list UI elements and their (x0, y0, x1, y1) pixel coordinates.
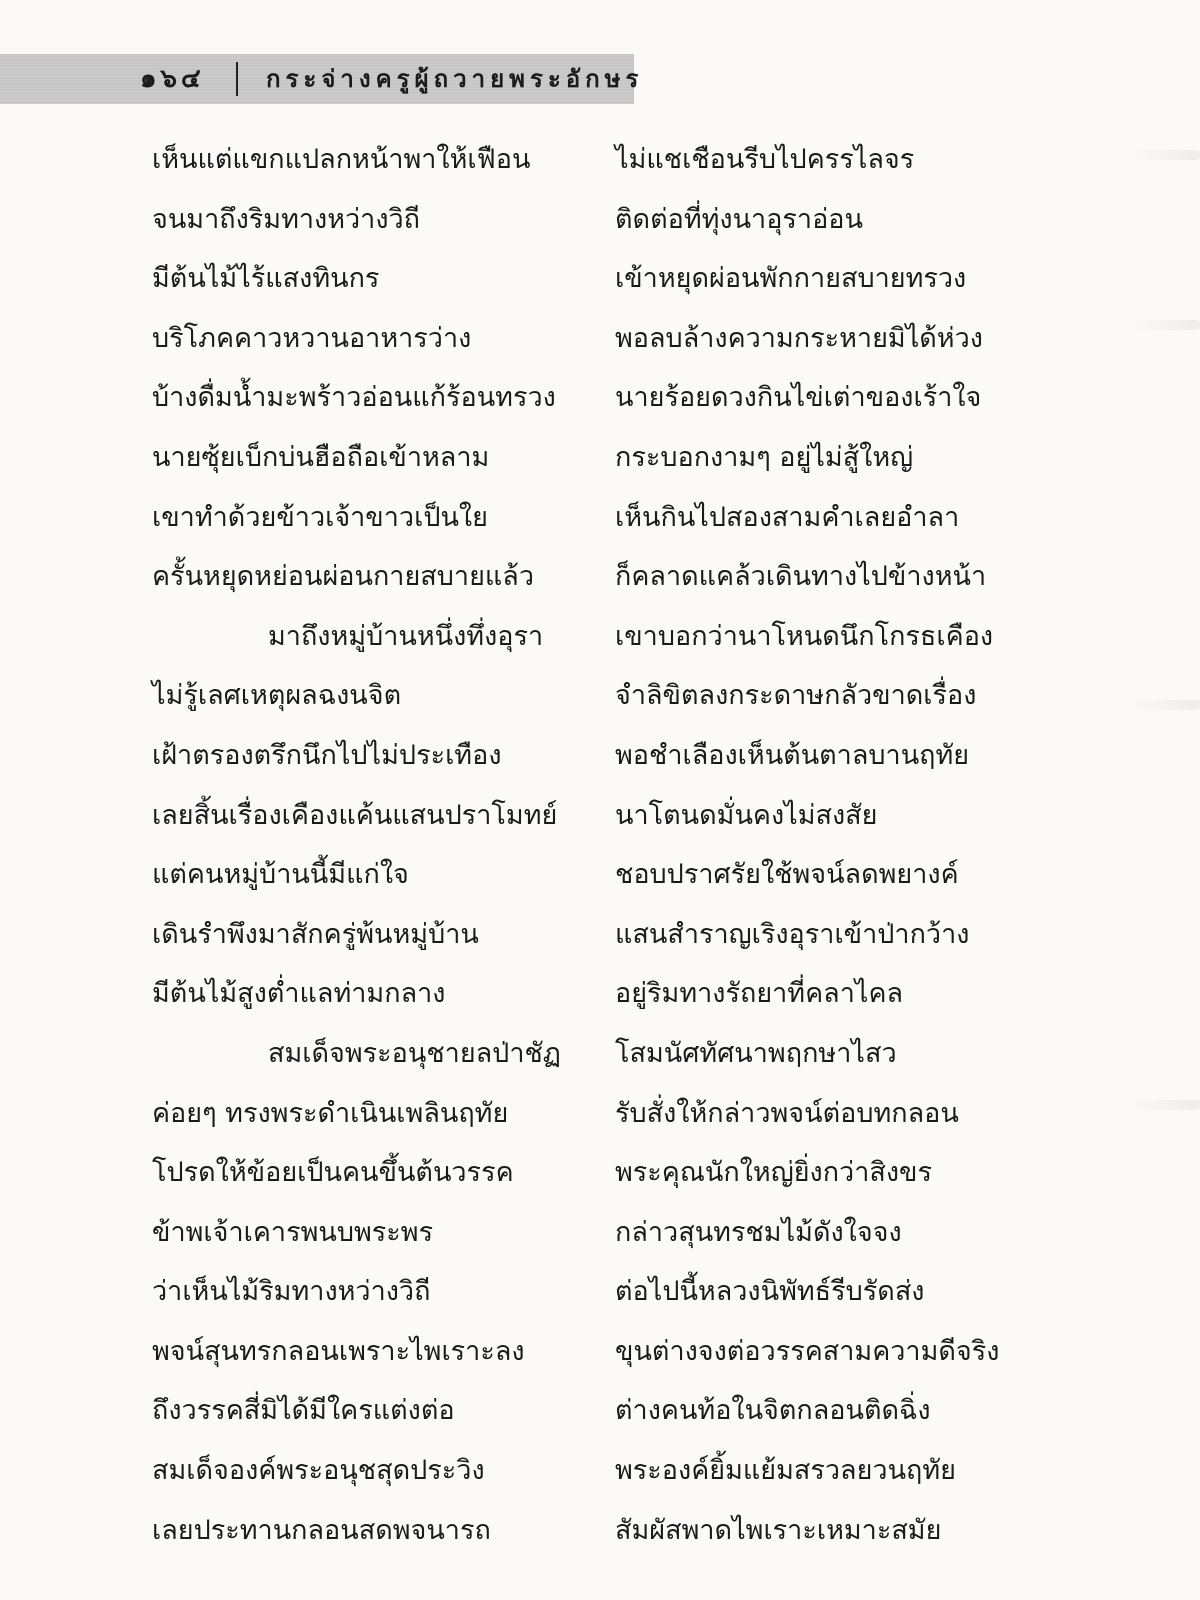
verse-line-right: อยู่ริมทางรัถยาที่คลาไคล (615, 978, 904, 1010)
verse-line-right: ก็คลาดแคล้วเดินทางไปข้างหน้า (615, 561, 987, 593)
verse-line-right: เข้าหยุดผ่อนพักกายสบายทรวง (615, 263, 967, 295)
verse-couplet (0, 259, 1200, 319)
verse-line-left: แต่คนหมู่บ้านนี้มีแก่ใจ (152, 859, 409, 891)
verse-line-right: แสนสำราญเริงอุราเข้าป่ากว้าง (615, 918, 970, 950)
verse-line-right: พระคุณนักใหญ่ยิ่งกว่าสิงขร (615, 1157, 932, 1189)
verse-line-right: จำลิขิตลงกระดาษกลัวขาดเรื่อง (615, 680, 977, 712)
verse-line-right: ขุนต่างจงต่อวรรคสามความดีจริง (615, 1335, 1000, 1367)
verse-line-right: พระองค์ยิ้มแย้มสรวลยวนฤทัย (615, 1455, 956, 1487)
verse-couplet (0, 1213, 1200, 1273)
verse-couplet (0, 1451, 1200, 1511)
verse-line-left: สมเด็จพระอนุชายลป่าชัฏ (268, 1037, 561, 1069)
verse-line-left: พจน์สุนทรกลอนเพราะไพเราะลง (152, 1335, 525, 1367)
verse-couplet (0, 974, 1200, 1034)
verse-couplet (0, 1332, 1200, 1392)
verse-line-left: ค่อยๆ ทรงพระดำเนินเพลินฤทัย (152, 1097, 509, 1129)
verse-line-right: พอชำเลืองเห็นต้นตาลบานฤทัย (615, 739, 970, 771)
verse-couplet (0, 1094, 1200, 1154)
verse-line-right: เขาบอกว่านาโหนดนึกโกรธเคือง (615, 620, 994, 652)
verse-line-left: ว่าเห็นไม้ริมทางหว่างวิถี (152, 1276, 431, 1308)
verse-line-left: โปรดให้ข้อยเป็นคนขึ้นต้นวรรค (152, 1157, 514, 1189)
verse-couplet (0, 557, 1200, 617)
verse-line-left: สมเด็จองค์พระอนุชสุดประวิง (152, 1455, 485, 1487)
verse-line-left: จนมาถึงริมทางหว่างวิถี (152, 203, 421, 235)
verse-line-left: ถึงวรรคสี่มิได้มีใครแต่งต่อ (152, 1395, 455, 1427)
bleed-through-mark (1130, 150, 1200, 160)
header-divider (236, 62, 238, 96)
verse-line-right: นายร้อยดวงกินไข่เต่าของเร้าใจ (615, 382, 982, 414)
verse-line-right: ต่อไปนี้หลวงนิพัทธ์รีบรัดส่ง (615, 1276, 925, 1308)
verse-couplet (0, 140, 1200, 200)
verse-couplet (0, 736, 1200, 796)
verse-couplet (0, 1153, 1200, 1213)
verse-couplet (0, 438, 1200, 498)
verse-line-right: สัมผัสพาดไพเราะเหมาะสมัย (615, 1514, 942, 1546)
verse-line-right: กระบอกงามๆ อยู่ไม่สู้ใหญ่ (615, 441, 914, 473)
verse-couplet (0, 676, 1200, 736)
verse-line-left: เฝ้าตรองตรึกนึกไปไม่ประเทือง (152, 739, 502, 771)
verse-line-right: โสมนัศทัศนาพฤกษาไสว (615, 1037, 897, 1069)
verse-line-right: กล่าวสุนทรชมไม้ดังใจจง (615, 1216, 902, 1248)
page-number: ๑๖๔ (140, 64, 205, 94)
verse-line-right: ต่างคนท้อในจิตกลอนติดฉิ่ง (615, 1395, 931, 1427)
verse-couplet (0, 855, 1200, 915)
verse-couplet (0, 796, 1200, 856)
verse-couplet (0, 1511, 1200, 1571)
verse-body (0, 140, 1200, 1570)
running-title: กระจ่างครูผู้ถวายพระอักษร (266, 65, 644, 93)
verse-line-right: ไม่แชเชือนรีบไปครรไลจร (615, 144, 915, 175)
verse-line-right: เห็นกินไปสองสามคำเลยอำลา (615, 501, 960, 533)
verse-line-left: นายซุ้ยเบ็กบ่นฮือถือเข้าหลาม (152, 441, 490, 473)
verse-line-right: พอลบล้างความกระหายมิได้ห่วง (615, 322, 983, 354)
verse-line-left: เดินรำพึงมาสักครู่พ้นหมู่บ้าน (152, 918, 479, 950)
verse-line-left: ข้าพเจ้าเคารพนบพระพร (152, 1216, 434, 1248)
verse-line-right: นาโตนดมั่นคงไม่สงสัย (615, 799, 878, 831)
verse-couplet (0, 1391, 1200, 1451)
verse-couplet (0, 319, 1200, 379)
verse-line-left: เห็นแต่แขกแปลกหน้าพาให้เฟือน (152, 144, 531, 175)
verse-line-left: เลยประทานกลอนสดพจนารถ (152, 1514, 491, 1546)
verse-line-right: รับสั่งให้กล่าวพจน์ต่อบทกลอน (615, 1097, 959, 1129)
verse-couplet (0, 617, 1200, 677)
verse-couplet (0, 498, 1200, 558)
verse-line-left: มีต้นไม้สูงต่ำแลท่ามกลาง (152, 978, 446, 1010)
bleed-through-mark (1130, 1100, 1200, 1110)
bleed-through-mark (1130, 700, 1200, 710)
verse-line-left: มาถึงหมู่บ้านหนึ่งทึ่งอุรา (268, 620, 544, 652)
verse-line-left: เลยสิ้นเรื่องเคืองแค้นแสนปราโมทย์ (152, 799, 558, 831)
verse-line-left: บ้างดื่มน้ำมะพร้าวอ่อนแก้ร้อนทรวง (152, 382, 556, 414)
verse-couplet (0, 200, 1200, 260)
bleed-through-mark (1130, 320, 1200, 330)
verse-couplet (0, 1034, 1200, 1094)
verse-line-left: ไม่รู้เลศเหตุผลฉงนจิต (152, 680, 402, 712)
verse-couplet (0, 915, 1200, 975)
verse-line-left: มีต้นไม้ไร้แสงทินกร (152, 263, 380, 295)
verse-line-left: ครั้นหยุดหย่อนผ่อนกายสบายแล้ว (152, 561, 534, 593)
verse-line-left: เขาทำด้วยข้าวเจ้าขาวเป็นใย (152, 501, 488, 533)
verse-line-right: ติดต่อที่ทุ่งนาอุราอ่อน (615, 203, 863, 235)
verse-couplet (0, 378, 1200, 438)
verse-couplet (0, 1272, 1200, 1332)
verse-line-right: ชอบปราศรัยใช้พจน์ลดพยางค์ (615, 859, 959, 891)
verse-line-left: บริโภคคาวหวานอาหารว่าง (152, 322, 472, 354)
